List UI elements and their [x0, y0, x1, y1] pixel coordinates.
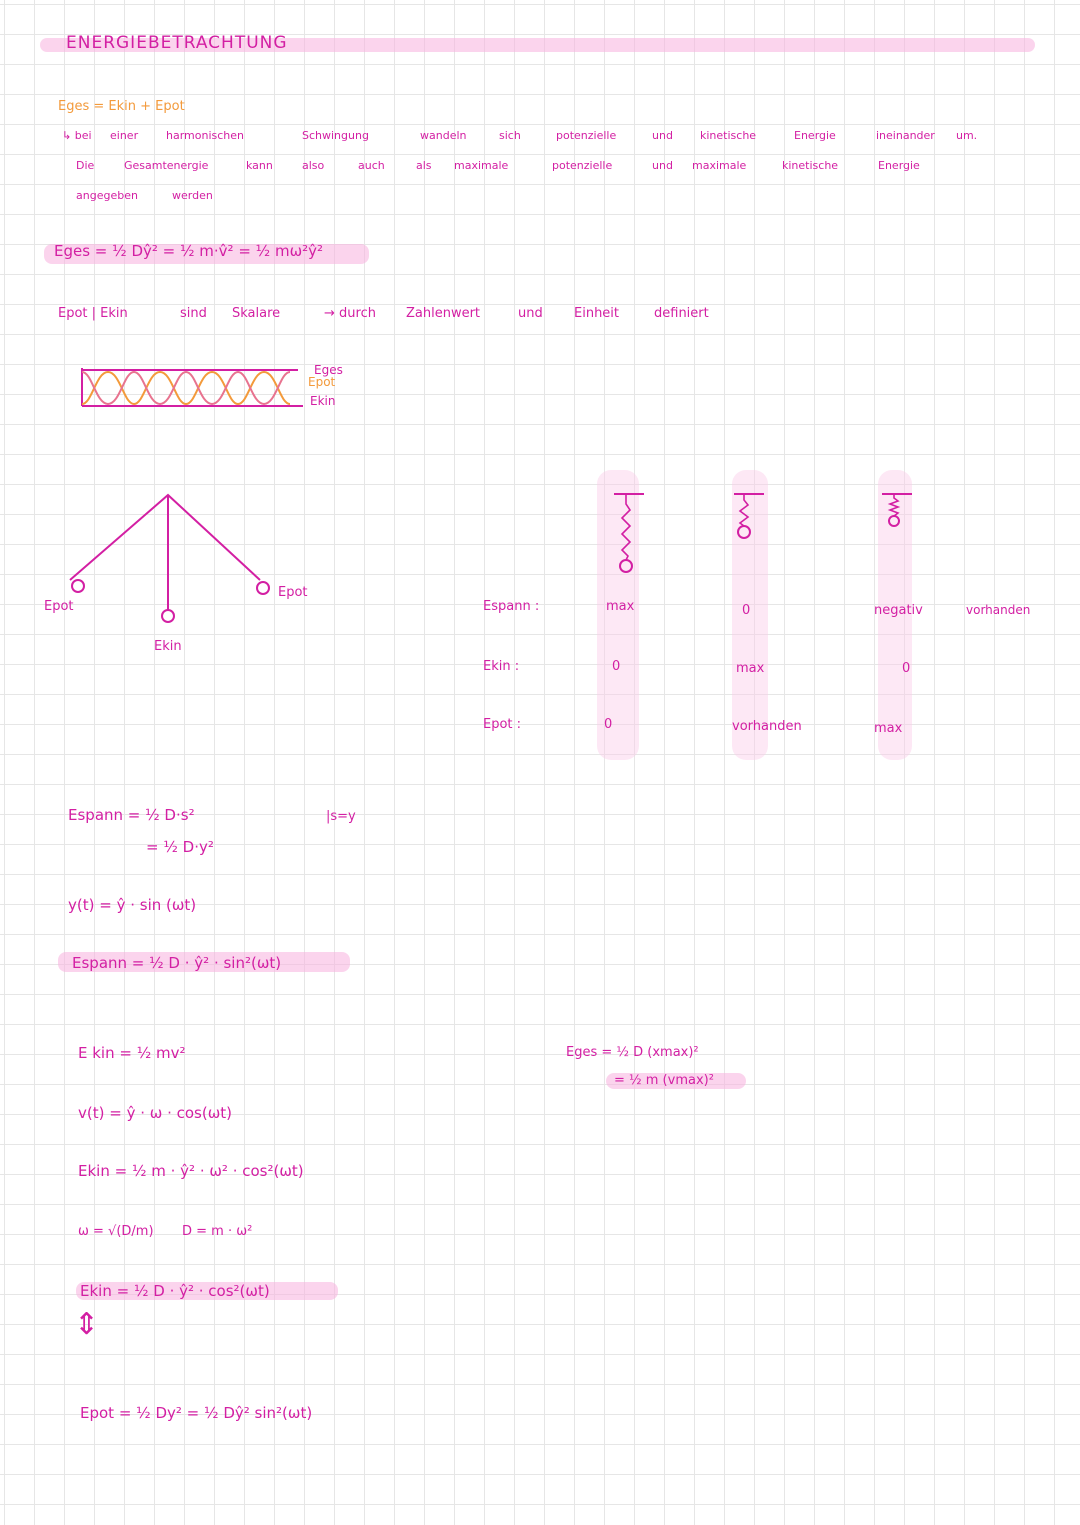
intro-word: potenzielle [552, 159, 613, 172]
ekin-full-formula: Ekin = ½ D · ŷ² · cos²(ωt) [80, 1282, 270, 1300]
legend-ekin: Ekin [310, 394, 336, 408]
intro-word: harmonischen [166, 129, 245, 142]
page-title: ENERGIEBETRACHTUNG [66, 33, 288, 53]
eges-max-formula-a: Eges = ½ D (xmax)² [566, 1045, 699, 1060]
row-label-ekin: Ekin : [483, 659, 520, 674]
eges-max-formula-b: = ½ m (vmax)² [614, 1073, 714, 1088]
displacement-formula: y(t) = ŷ · sin (ωt) [68, 896, 197, 914]
legend-eges: Eges [314, 363, 343, 377]
intro-word: Schwingung [302, 129, 369, 142]
intro-word: auch [358, 159, 385, 172]
cell-epot-compressed: max [874, 721, 903, 736]
intro-word: Gesamtenergie [124, 159, 209, 172]
cell-ekin-stretched: 0 [612, 659, 621, 674]
espann-formula-b: = ½ D·y² [146, 838, 214, 856]
scalar-word: definiert [654, 306, 709, 321]
ekin-formula-a: E kin = ½ mv² [78, 1044, 186, 1062]
intro-word: wandeln [420, 129, 467, 142]
intro-word: also [302, 159, 325, 172]
epot-full-formula: Epot = ½ Dy² = ½ Dŷ² sin²(ωt) [80, 1404, 313, 1422]
double-arrow-icon: ⇕ [74, 1307, 100, 1342]
cell-ekin-compressed: 0 [902, 661, 911, 676]
intro-word: einer [110, 129, 139, 142]
intro-word: sich [499, 129, 521, 142]
espann-formula-a: Espann = ½ D·s² [68, 806, 195, 824]
pendulum-left-label: Epot [44, 599, 74, 614]
spring-equilibrium [732, 490, 772, 550]
s-equals-y: |s=y [326, 809, 356, 824]
cell-espann-compressed: negativ [874, 603, 923, 618]
espann-full-formula: Espann = ½ D · ŷ² · sin²(ωt) [72, 954, 282, 972]
pendulum-drawing [60, 490, 280, 630]
intro-word: angegeben [76, 189, 138, 202]
intro-word: ineinander [876, 129, 935, 142]
cell-epot-stretched: 0 [604, 717, 613, 732]
intro-word: werden [172, 189, 213, 202]
scalar-word: Zahlenwert [406, 306, 481, 321]
spring-stretched [612, 490, 652, 580]
intro-word: potenzielle [556, 129, 617, 142]
spring-compressed [880, 490, 920, 540]
intro-word: als [416, 159, 432, 172]
intro-word: Energie [794, 129, 836, 142]
intro-word: maximale [692, 159, 747, 172]
cell-epot-equilibrium: vorhanden [732, 719, 802, 734]
velocity-formula: v(t) = ŷ · ω · cos(ωt) [78, 1104, 232, 1122]
scalar-word: sind [180, 306, 207, 321]
cell-espann-stretched: max [606, 599, 635, 614]
scalar-word: → durch [324, 306, 376, 321]
omega-formula: ω = √(D/m) [78, 1224, 154, 1239]
cell-extra: vorhanden [966, 603, 1031, 617]
d-formula: D = m · ω² [182, 1224, 253, 1239]
intro-word: kinetische [700, 129, 757, 142]
intro-word: und [652, 159, 673, 172]
intro-word: kann [246, 159, 273, 172]
intro-word: und [652, 129, 673, 142]
pendulum-bottom-label: Ekin [154, 639, 182, 654]
scalar-word: Einheit [574, 306, 620, 321]
pendulum-right-label: Epot [278, 585, 308, 600]
intro-word: Energie [878, 159, 920, 172]
cell-ekin-equilibrium: max [736, 661, 765, 676]
scalar-term: Epot | Ekin [58, 306, 128, 321]
energy-sum-equation: Eges = Ekin + Epot [58, 99, 185, 114]
intro-word: maximale [454, 159, 509, 172]
eges-formula: Eges = ½ Dŷ² = ½ m·v̂² = ½ mω²ŷ² [54, 242, 324, 260]
row-label-espann: Espann : [483, 599, 540, 614]
intro-word: ↳ bei [62, 129, 92, 142]
intro-word: um. [956, 129, 978, 142]
scalar-word: Skalare [232, 306, 281, 321]
scalar-word: und [518, 306, 543, 321]
legend-epot: Epot [308, 375, 336, 389]
cell-espann-equilibrium: 0 [742, 603, 751, 618]
ekin-curve [82, 372, 290, 404]
ekin-formula-b: Ekin = ½ m · ŷ² · ω² · cos²(ωt) [78, 1162, 304, 1180]
epot-curve [82, 372, 290, 404]
intro-word: kinetische [782, 159, 839, 172]
intro-word: Die [76, 159, 95, 172]
row-label-epot: Epot : [483, 717, 522, 732]
energy-oscillation-graph [78, 360, 308, 410]
